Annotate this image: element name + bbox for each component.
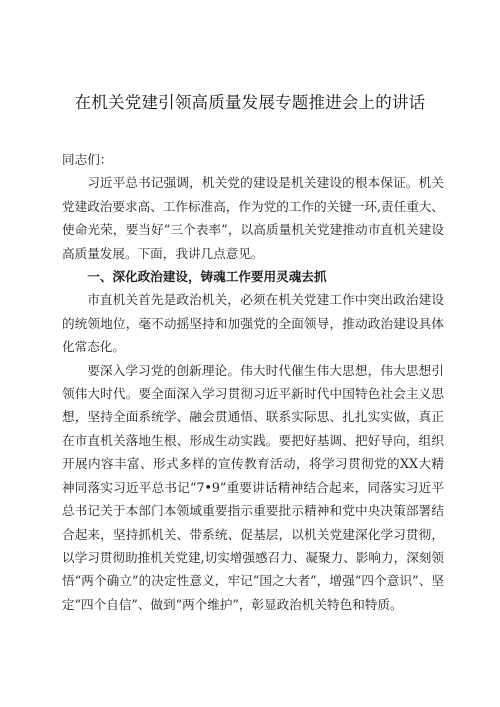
paragraph-intro: 习近平总书记强调，机关党的建设是机关建设的根本保证。机关党建政治要求高、工作标准高，作为党的工作的关键一环,责任重大、使命光荣，要当好“三个表率”，以高质量机关党建推动市直机关建设高质量发展。下面，我讲几点意见。 xyxy=(62,175,444,261)
document-body xyxy=(62,148,444,616)
paragraph-theory-study: 要深入学习党的创新理论。伟大时代催生伟大思想，伟大思想引领伟大时代。要全面深入学习贯彻习近平新时代中国特色社会主义思想，坚持全面系统学、融会贯通悟、联系实际思、扎扎实实做，真正在市直机关落地生根、形成生动实践。要把好基调、把好导向，组织开展内容丰富、形式多样的宣传教育活动，将学习贯彻党的XX大精神同落实习近平总书记“7•9”重要讲话精神结合起来，同落实习近平总书记关于本部门本领域重要指示重要批示精神和党中央决策部署结合起来，坚持抓机关、带系统、促基层，以机关党建深化学习贯彻，以学习贯彻助推机关党建,切实增强感召力、凝聚力、影响力，深刻领悟“两个确立”的决定性意义，牢记“国之大者”，增强“四个意识”、坚定“四个自信”、做到“两个维护”，彰显政治机关特色和特质。 xyxy=(62,362,444,612)
paragraph-section-1-intro: 市直机关首先是政治机关，必须在机关党建工作中突出政治建设的统领地位，毫不动摇坚持和加强党的全面领导，推动政治建设具体化常态化。 xyxy=(62,292,444,355)
section-heading-1: 一、深化政治建设，铸魂工作要用灵魂去抓 xyxy=(87,269,327,285)
document-title: 在机关党建引领高质量发展专题推进会上的讲话 xyxy=(74,93,426,112)
salutation: 同志们： xyxy=(62,152,113,167)
